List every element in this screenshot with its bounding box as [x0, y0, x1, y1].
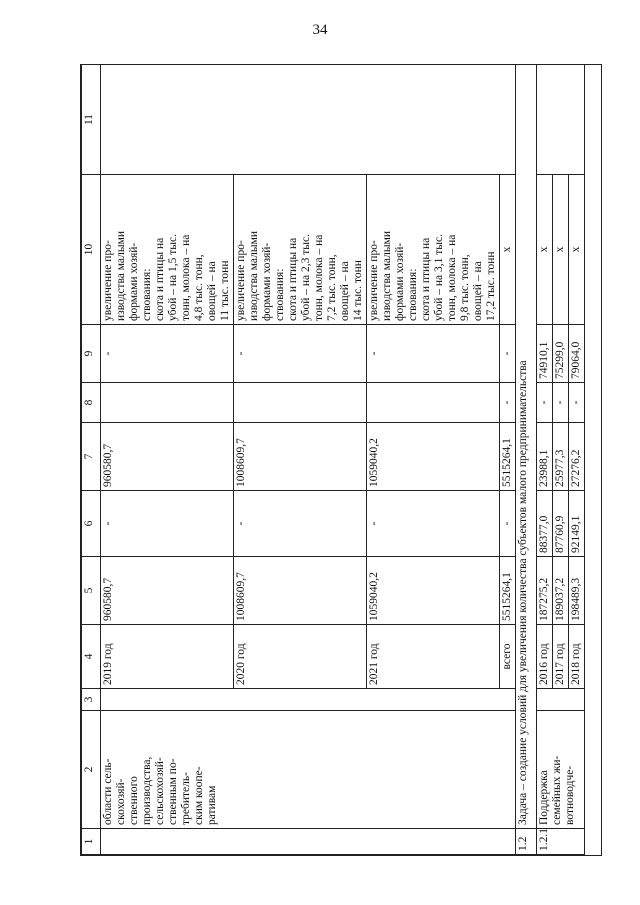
value-cell: -	[553, 383, 569, 423]
col-header: 3	[82, 689, 101, 711]
table-row	[101, 65, 234, 855]
year-cell: 2016 год	[537, 625, 553, 689]
value-cell: -	[234, 325, 367, 383]
value-cell: 88377,0	[537, 491, 553, 557]
value-cell: -	[367, 325, 500, 383]
value-cell: -	[500, 383, 516, 423]
value-cell: 23988,1	[537, 423, 553, 491]
year-cell: 2019 год	[101, 625, 234, 689]
value-cell: -	[367, 491, 500, 557]
col-header: 8	[82, 383, 101, 423]
value-cell	[367, 383, 500, 423]
col-header: 11	[82, 65, 101, 175]
task-text: Задача – создание условий для увеличения количества субъектов малого предпринимательства	[516, 65, 537, 829]
value-cell: 5515264,1	[500, 557, 516, 625]
result-cell: увеличение про- изводства малыми формами хозяй- ствования: скота и птицы на убой – на 3,1 тыс. тонн, молока – на 9,8 тыс. тонн, овощей – на 17,2 тыс. тонн	[367, 175, 500, 325]
goal-text: области сель- скохозяй- ственного производства, сельскохозяй- ственным по- требитель- ским коопе- ративам	[101, 711, 516, 829]
col-header: 6	[82, 491, 101, 557]
value-cell	[234, 383, 367, 423]
value-cell: 960580,7	[101, 557, 234, 625]
value-cell: 1059040,2	[367, 423, 500, 491]
result-cell: х	[537, 175, 553, 325]
value-cell: 189037,2	[553, 557, 569, 625]
table-row	[537, 65, 553, 855]
value-cell: 79064,0	[569, 325, 585, 383]
year-cell: 2021 год	[367, 625, 500, 689]
value-cell: -	[500, 325, 516, 383]
col-header: 9	[82, 325, 101, 383]
value-cell: 74910,1	[537, 325, 553, 383]
year-cell: 2018 год	[569, 625, 585, 689]
year-cell: всего	[500, 625, 516, 689]
value-cell: 1059040,2	[367, 557, 500, 625]
goal-text: Поддержка семейных жи- вотноводче-	[537, 711, 585, 829]
value-cell: 5515264,1	[500, 423, 516, 491]
task-number: 1.2	[516, 829, 537, 855]
col-header: 2	[82, 711, 101, 829]
value-cell: -	[101, 325, 234, 383]
value-cell: -	[101, 491, 234, 557]
budget-table	[81, 64, 585, 855]
col-header: 1	[82, 829, 101, 855]
column-number-row	[82, 65, 101, 855]
value-cell: 87760,9	[553, 491, 569, 557]
result-cell: увеличение про- изводства малыми формами хозяй- ствования: скота и птицы на убой – на 1,5 тыс. тонн, молока – на 4,8 тыс. тонн, овощей – на 11 тыс. тонн	[101, 175, 234, 325]
value-cell: -	[537, 383, 553, 423]
result-cell: х	[569, 175, 585, 325]
value-cell: 1008609,7	[234, 557, 367, 625]
table-frame	[80, 64, 602, 856]
item-number: 1.2.1	[537, 829, 585, 855]
value-cell: 92149,1	[569, 491, 585, 557]
value-cell: -	[234, 491, 367, 557]
year-cell: 2017 год	[553, 625, 569, 689]
task-row	[516, 65, 537, 855]
page-number: 34	[312, 22, 328, 38]
value-cell: 25977,3	[553, 423, 569, 491]
value-cell: 198489,3	[569, 557, 585, 625]
value-cell: 75299,0	[553, 325, 569, 383]
result-cell: х	[500, 175, 516, 325]
col-header: 10	[82, 175, 101, 325]
value-cell: -	[500, 491, 516, 557]
value-cell: 1008609,7	[234, 423, 367, 491]
col-header: 7	[82, 423, 101, 491]
result-cell: х	[553, 175, 569, 325]
value-cell: 960580,7	[101, 423, 234, 491]
value-cell	[101, 383, 234, 423]
col-header: 5	[82, 557, 101, 625]
value-cell: 187275,2	[537, 557, 553, 625]
value-cell: -	[569, 383, 585, 423]
rotated-table	[81, 65, 601, 855]
col-header: 4	[82, 625, 101, 689]
result-cell: увеличение про- изводства малыми формами хозяй- ствования: скота и птицы на убой – на 2,3 тыс. тонн, молока – на 7,2 тыс. тонн, овощей – на 14 тыс. тонн	[234, 175, 367, 325]
year-cell: 2020 год	[234, 625, 367, 689]
value-cell: 27276,2	[569, 423, 585, 491]
